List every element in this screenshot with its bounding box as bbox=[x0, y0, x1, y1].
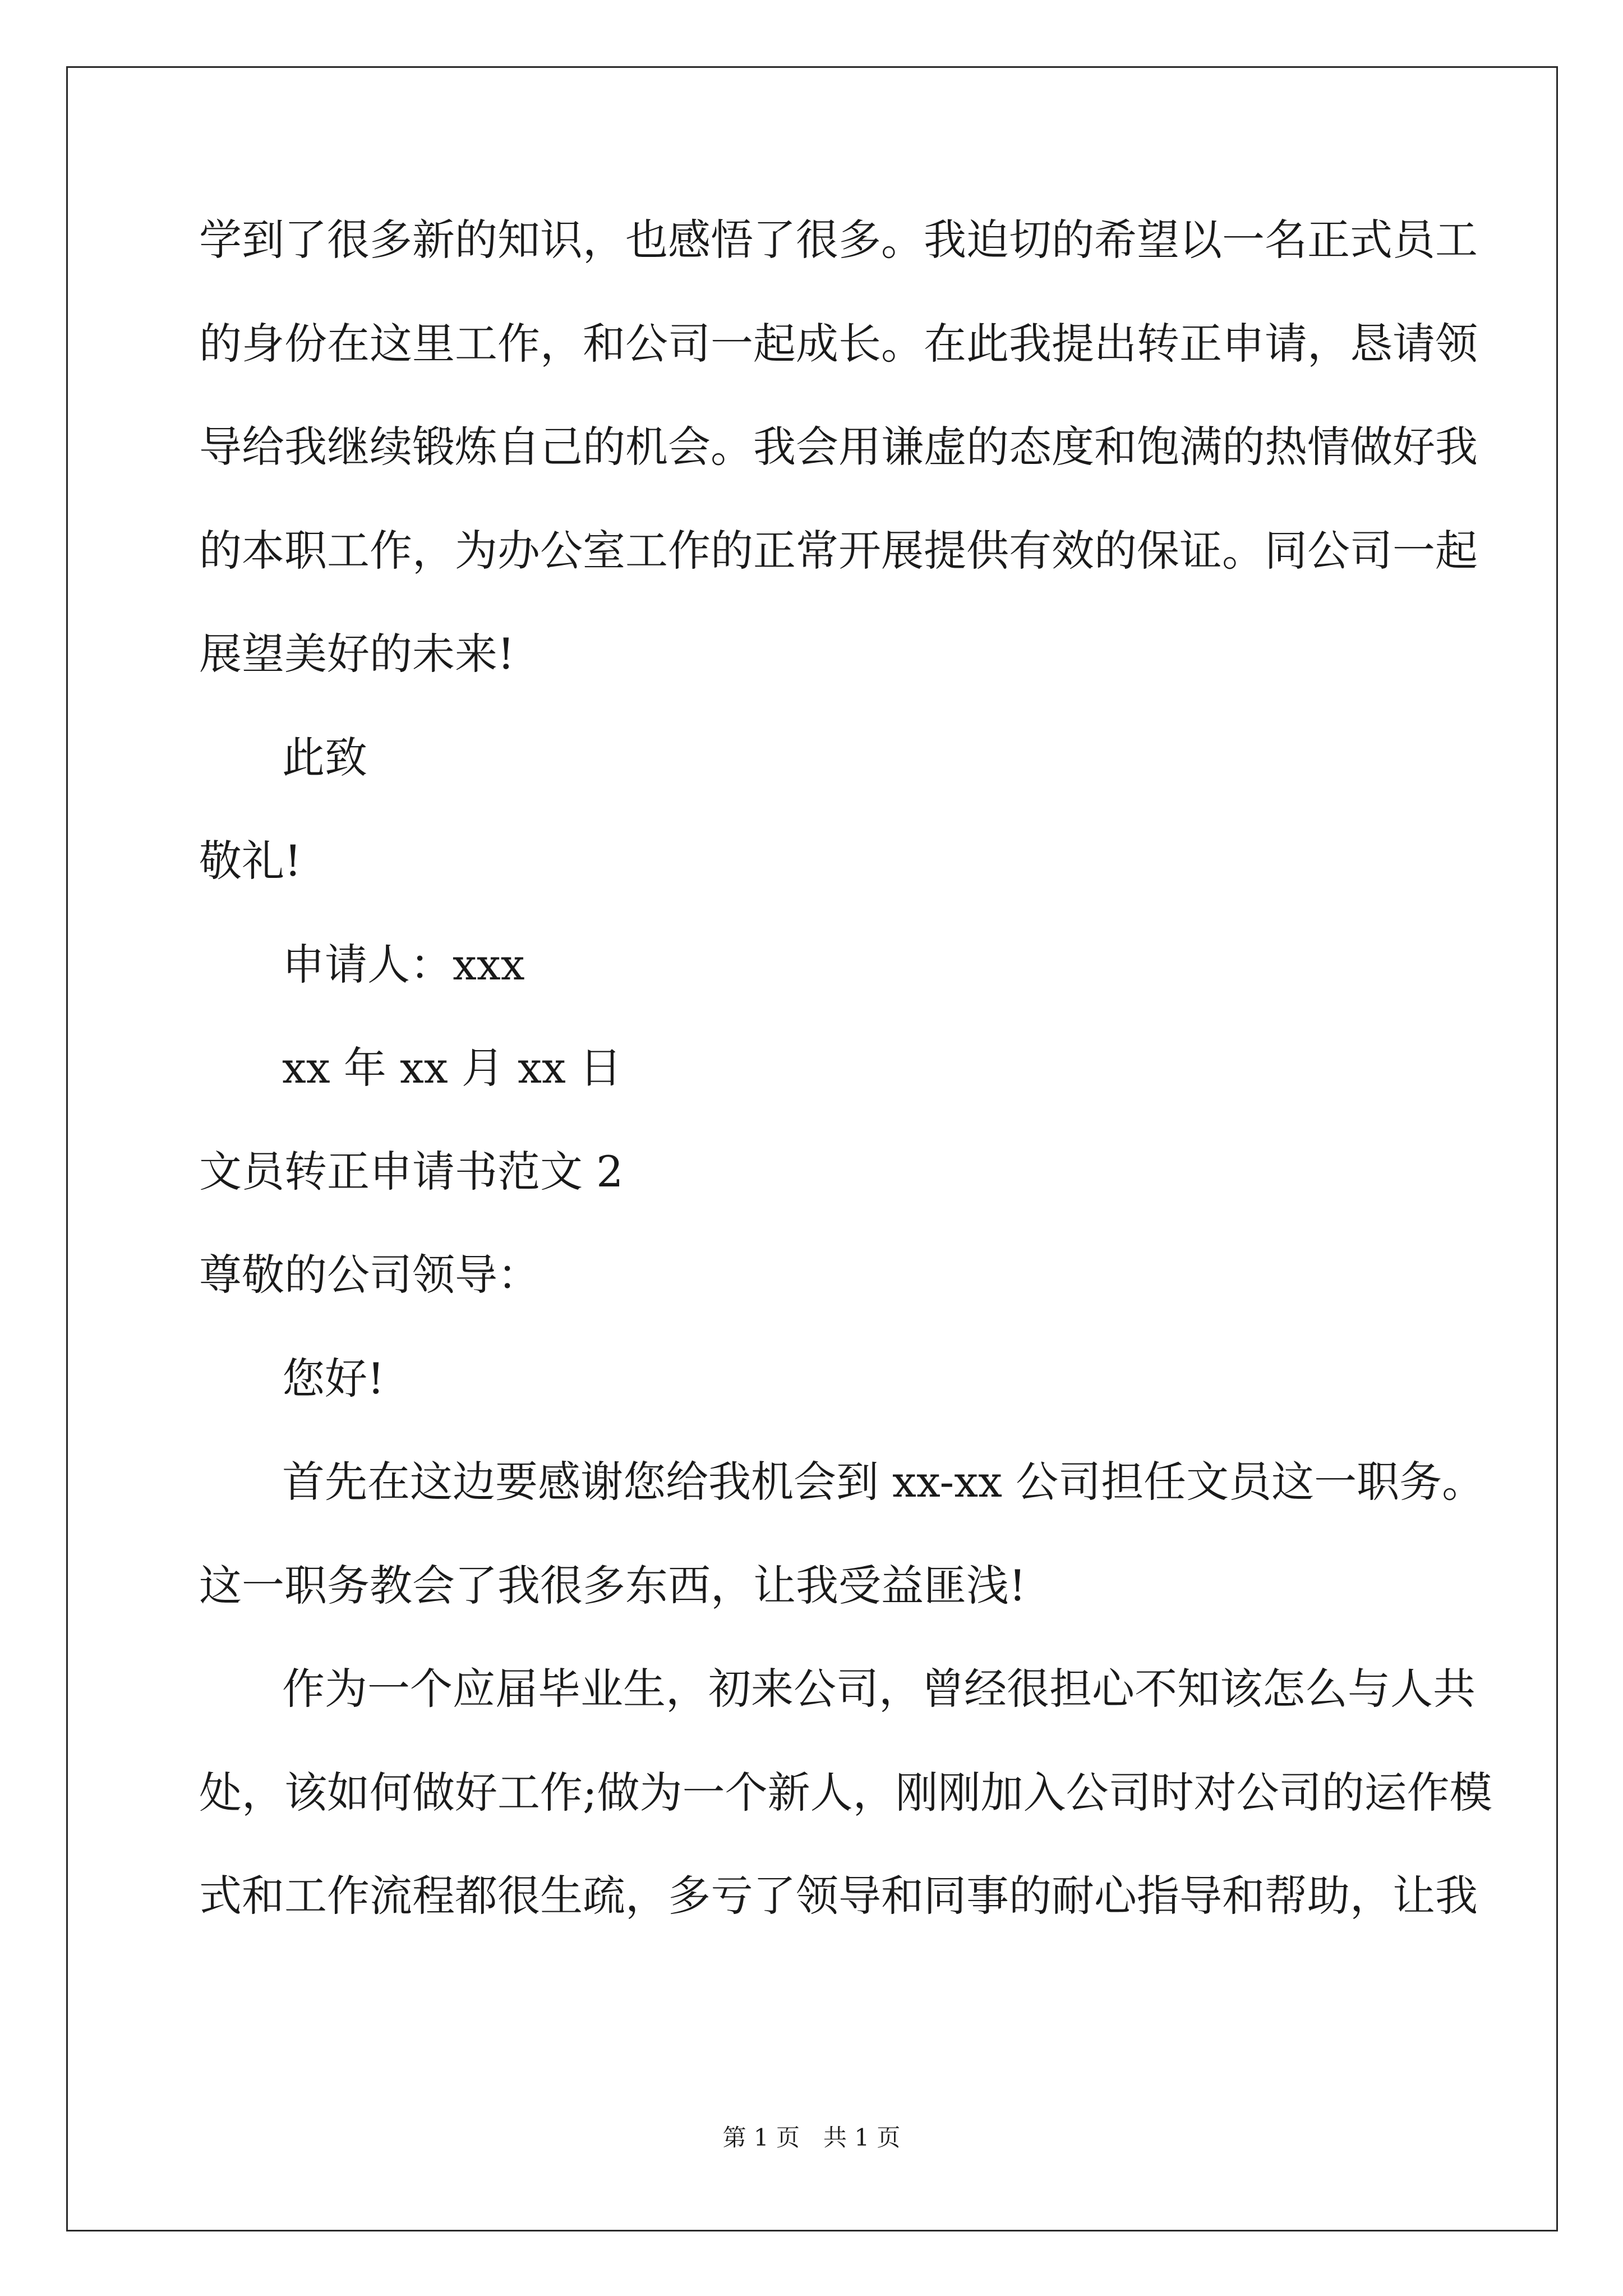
body-line: 作为一个应届毕业生，初来公司，曾经很担心不知该怎么与人共 bbox=[282, 1664, 1476, 1714]
signature-date: xx 年 xx 月 xx 日 bbox=[282, 1043, 622, 1093]
body-line: 导给我继续锻炼自己的机会。我会用谦虚的态度和饱满的热情做好我 bbox=[199, 422, 1478, 472]
body-line: 展望美好的未来! bbox=[199, 629, 515, 679]
body-line: 首先在这边要感谢您给我机会到 xx-xx 公司担任文员这一职务。 bbox=[282, 1457, 1485, 1507]
letter-salutation: 尊敬的公司领导： bbox=[199, 1250, 540, 1300]
closing-salutation: 此致 bbox=[282, 732, 367, 783]
body-line: 的本职工作，为办公室工作的正常开展提供有效的保证。同公司一起 bbox=[199, 525, 1478, 576]
body-line: 学到了很多新的知识，也感悟了很多。我迫切的希望以一名正式员工 bbox=[199, 215, 1478, 265]
document-body bbox=[199, 215, 1492, 1978]
body-line: 这一职务教会了我很多东西，让我受益匪浅! bbox=[199, 1560, 1026, 1611]
closing-regards: 敬礼! bbox=[199, 836, 302, 886]
page-number-footer: 第 1 页 共 1 页 bbox=[722, 2124, 901, 2151]
section-title: 文员转正申请书范文 2 bbox=[199, 1146, 624, 1197]
letter-greeting: 您好! bbox=[282, 1353, 385, 1404]
body-line: 的身份在这里工作，和公司一起成长。在此我提出转正申请，恳请领 bbox=[199, 318, 1478, 369]
body-line: 处，该如何做好工作;做为一个新人，刚刚加入公司时对公司的运作模 bbox=[199, 1767, 1492, 1818]
body-line: 式和工作流程都很生疏，多亏了领导和同事的耐心指导和帮助，让我 bbox=[199, 1871, 1478, 1921]
applicant-signature: 申请人：xxx bbox=[282, 939, 525, 990]
